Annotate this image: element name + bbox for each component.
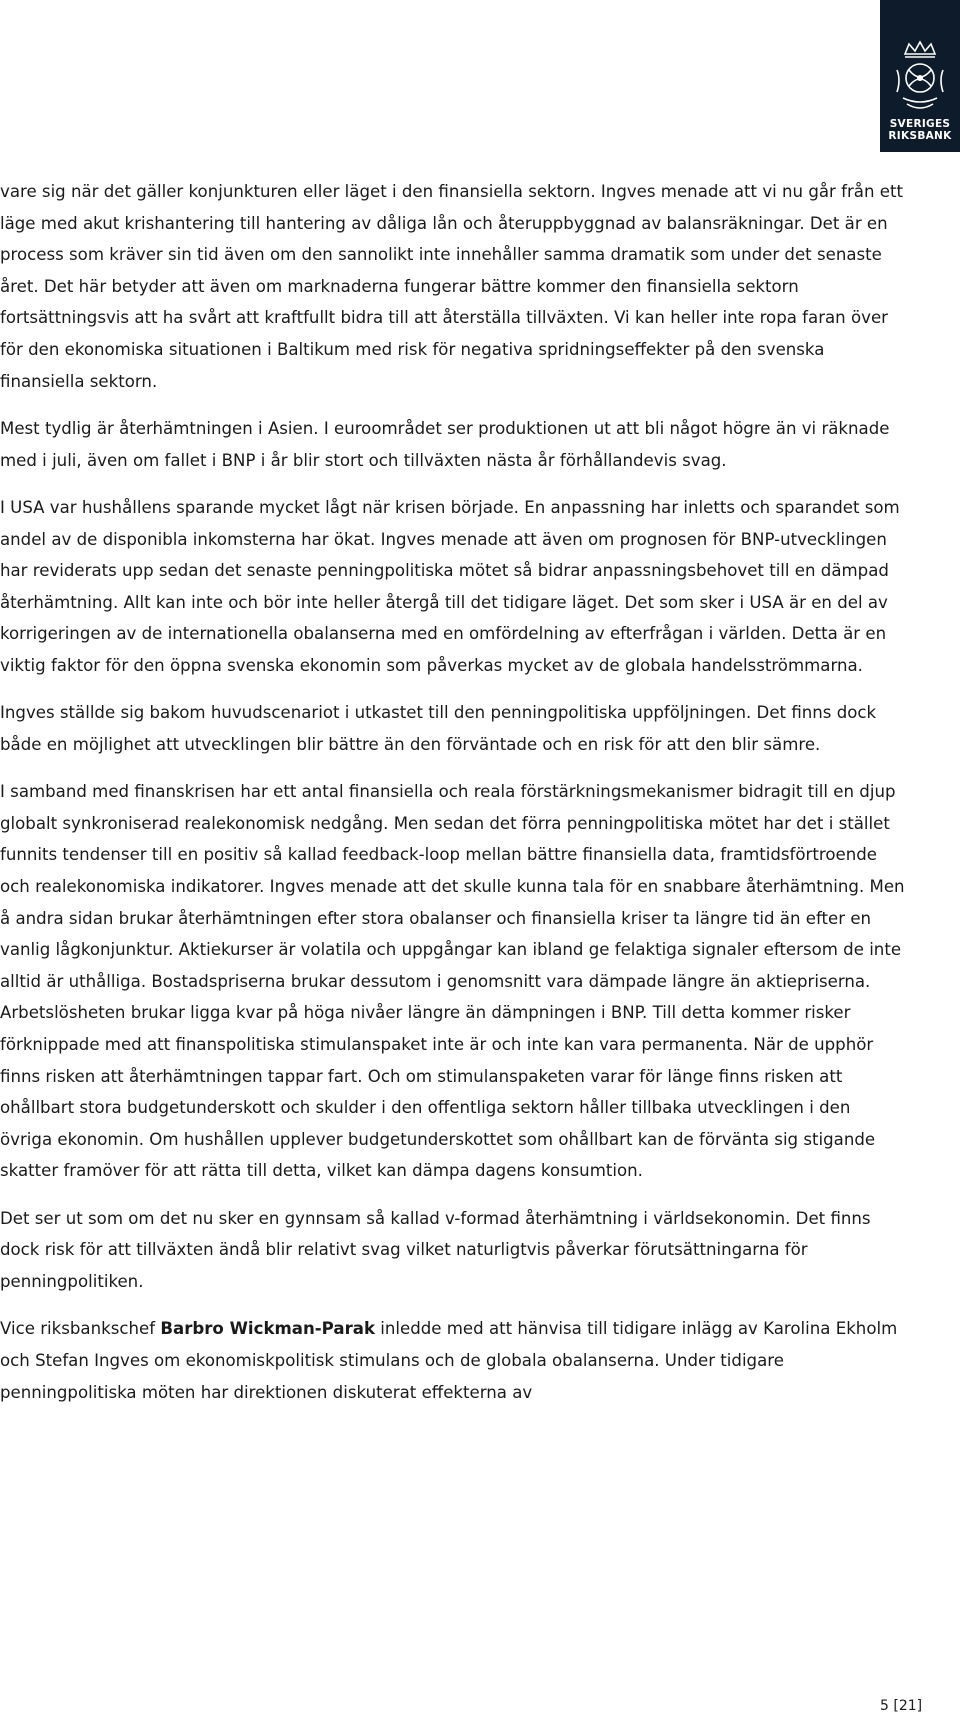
- speaker-name: Barbro Wickman-Parak: [160, 1319, 375, 1339]
- paragraph-4: Ingves ställde sig bakom huvudscenariot i utkastet till den penningpolitiska uppföljningen. Det finns dock både en möjlighet att utvecklingen blir bättre än den förväntade och en risk för att den blir sämre.: [0, 703, 877, 754]
- logo-line-1: SVERIGES: [889, 118, 951, 130]
- crown-emblem-icon: [891, 40, 949, 114]
- paragraph-3: I USA var hushållens sparande mycket lågt när krisen började. En anpassning har inletts och sparandet som andel av de disponibla inkomsterna har ökat. Ingves menade att även om prognosen för BNP-utvecklingen har reviderats upp sedan det senaste penningpolitiska mötet så bidrar anpassningsbehovet till en dämpad återhämtning. Allt kan inte och bör inte heller återgå till det tidigare läget. Det som sker i USA är en del av korrigeringen av de internationella obalanserna med en omfördelning av efterfrågan i världen. Detta är en viktig faktor för den öppna svenska ekonomin som påverkas mycket av de globala handelsströmmarna.: [0, 497, 900, 675]
- paragraph-1: vare sig när det gäller konjunkturen eller läget i den finansiella sektorn. Ingves menade att vi nu går från ett läge med akut krishantering till hantering av dåliga lån och återuppbyggnad av balansräkningar. Det är en process som kräver sin tid även om den sannolikt inte innehåller samma dramatik som under det senaste året. Det här betyder att även om marknaderna fungerar bättre kommer den finansiella sektorn fortsättningsvis att ha svårt att kraftfullt bidra till att återställa tillväxten. Vi kan heller inte ropa faran över för den ekonomiska situationen i Baltikum med risk för negativa spridningseffekter på den svenska finansiella sektorn.: [0, 182, 903, 391]
- paragraph-5: I samband med finanskrisen har ett antal finansiella och reala förstärkningsmekanismer bidragit till en djup globalt synkroniserad realekonomisk nedgång. Men sedan det förra penningpolitiska mötet har det i stället funnits tendenser till en positiv så kallad feedback-loop mellan bättre finansiella data, framtidsförtroende och realekonomiska indikatorer. Ingves menade att det skulle kunna tala för en snabbare återhämtning. Men å andra sidan brukar återhämtningen efter stora obalanser och finansiella kriser ta längre tid än efter en vanlig lågkonjunktur. Aktiekurser är volatila och uppgångar kan ibland ge felaktiga signaler eftersom de inte alltid är uthålliga. Bostadspriserna brukar dessutom i genomsnitt vara dämpade längre än aktiepriserna. Arbetslösheten brukar ligga kvar på höga nivåer längre än dämpningen i BNP. Till detta kommer risker förknippade med att finanspolitiska stimulanspaket inte är och inte kan vara permanenta. När de upphör finns risken att återhämtningen tappar fart. Och om stimulanspaketen varar för länge finns risken att ohållbart stora budgetunderskott och skulder i den offentliga sektorn håller tillbaka utvecklingen i den övriga ekonomin. Om hushållen upplever budgetunderskottet som ohållbart kan de förvänta sig stigande skatter framöver för att rätta till detta, vilket kan dämpa dagens konsumtion.: [0, 782, 905, 1181]
- paragraph-6: Det ser ut som om det nu sker en gynnsam så kallad v-formad återhämtning i världsekonomin. Det finns dock risk för att tillväxten ändå blir relativt svag vilket naturligtvis påverkar förutsättningarna för penningpolitiken.: [0, 1208, 871, 1291]
- paragraph-2: Mest tydlig är återhämtningen i Asien. I euroområdet ser produktionen ut att bli något högre än vi räknade med i juli, även om fallet i BNP i år blir stort och tillväxten nästa år förhållandevis svag.: [0, 418, 890, 470]
- logo-line-2: RIKSBANK: [888, 130, 952, 142]
- paragraph-7: [0, 1313, 905, 1408]
- paragraph-7-lead: Vice riksbankschef: [0, 1319, 161, 1339]
- paragraph-7-rest: inledde med att hänvisa till tidigare inlägg av Karolina Ekholm och Stefan Ingves om ekonomiskpolitisk stimulans och de globala obalanserna. Under tidigare penningpolitiska möten har direktionen diskuterat effekterna av: [0, 1319, 898, 1402]
- page-number: 5 [21]: [880, 1698, 923, 1714]
- riksbank-logo: [880, 0, 960, 152]
- document-body: [0, 176, 905, 1424]
